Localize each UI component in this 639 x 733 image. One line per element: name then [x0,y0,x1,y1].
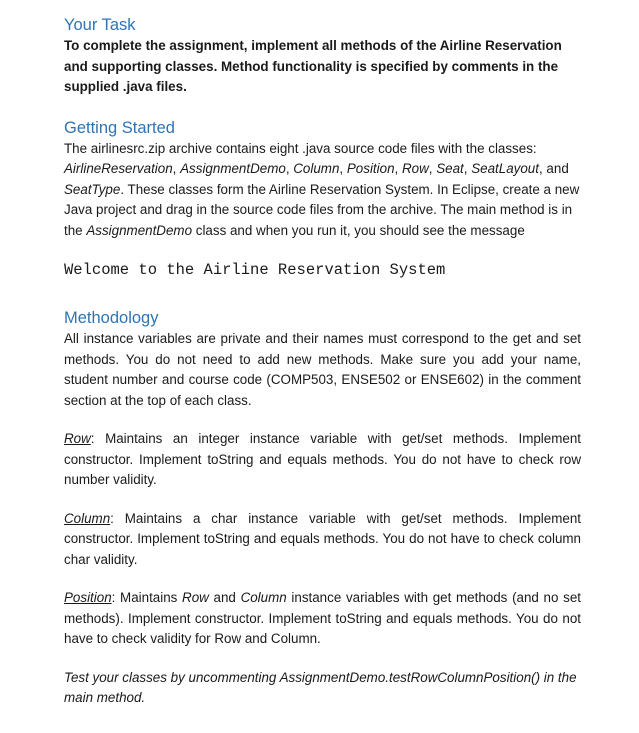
test-instruction: Test your classes by uncommenting AssignmentDemo.testRowColumnPosition() in the main method. [64,669,577,705]
column-description: Column: Maintains a char instance variable with get/set methods. Implement constructor. Implement toString and equals methods. You do not have to check column char validity. [64,510,581,567]
methodology-intro: All instance variables are private and their names must correspond to the get and set methods. You do not need to add new methods. Make sure you add your name, student number and course code (COMP503, ENSE502 or ENSE602) in the comment section at the top of each class. [64,331,581,408]
getting-started-heading: Getting Started [64,118,175,137]
your-task-text: To complete the assignment, implement all methods of the Airline Reservation and supporting classes. Method functionality is specified by comments in the supplied .java files. [64,38,562,94]
class-name: SeatType [64,181,121,197]
welcome-message: Welcome to the Airline Reservation System [64,261,446,279]
demo-class-name: AssignmentDemo [86,222,193,238]
position-description: Position: Maintains Row and Column instance variables with get methods (and no set methods). Implement constructor. Implement toString and equals methods. You do not have to check validity for Row and Column. [64,590,581,646]
your-task-heading: Your Task [64,16,136,34]
class-name: Row [401,161,429,176]
class-name: Seat [436,161,464,176]
methodology-heading: Methodology [64,309,159,327]
row-description: Row: Maintains an integer instance variable with get/set methods. Implement constructor. Implement toString and equals methods. You do not have to check row number validity. [64,431,581,487]
class-name: SeatLayout [471,161,539,176]
class-name: Position [346,161,395,176]
position-class-label: Position [64,590,112,605]
class-name: AssignmentDemo [180,161,286,176]
column-class-label: Column [64,510,111,526]
getting-started-text: The airlinesrc.zip archive contains eight .java source code files with the classes: AirlineReservation, AssignmentDemo, Column, Position, Row, Seat, SeatLayout, and SeatType. These classes form the Airline Reservation System. In Eclipse, create a new Java project and drag in the source code files from the archive. The main method is in the AssignmentDemo class and when you run it, you should see the message [64,140,580,238]
class-name: AirlineReservation [64,161,173,176]
row-class-label: Row [64,431,91,446]
class-name: Column [293,161,340,176]
